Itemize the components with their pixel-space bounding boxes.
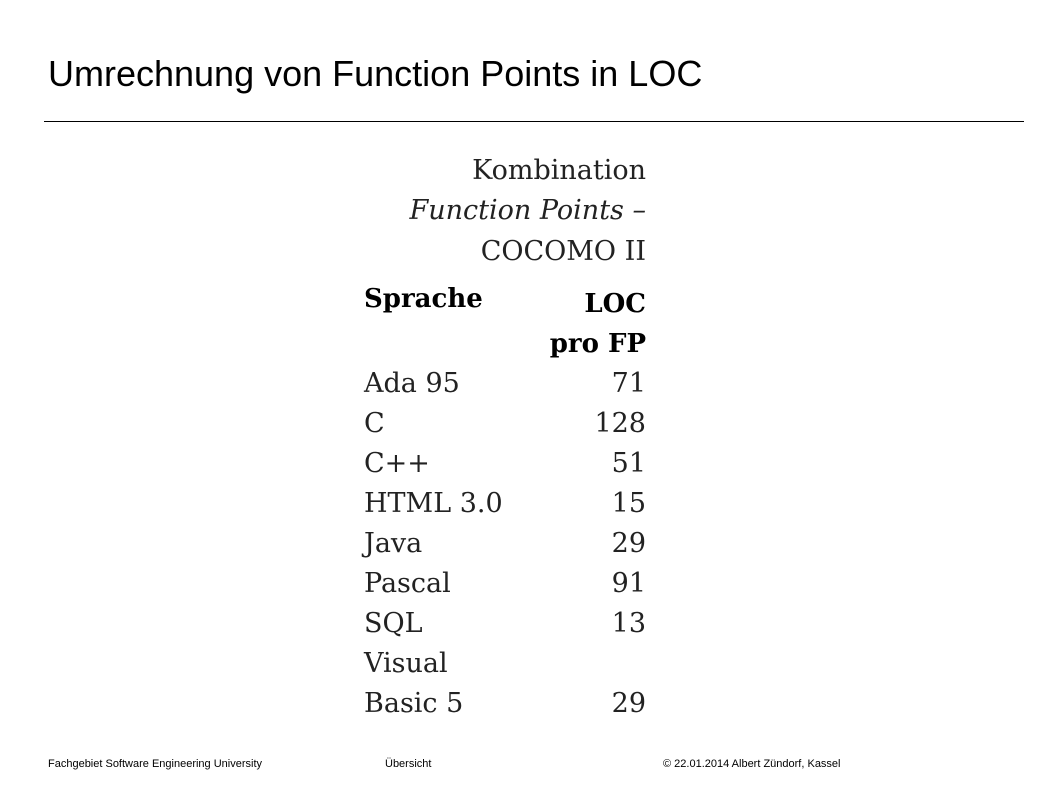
loc-value: 71 [611,368,646,399]
table-body [364,364,646,724]
table-row [364,484,646,524]
language-name: Java [364,528,423,559]
language-name: Basic 5 [364,688,464,719]
language-name: Visual [364,648,448,679]
loc-value: 13 [611,608,646,639]
column-header-language: Sprache [364,284,483,314]
table-row [364,524,646,564]
table-row [364,684,646,724]
header-language [364,284,483,324]
title-divider [44,121,1024,122]
loc-value: 91 [611,568,646,599]
language-name: C [364,408,385,439]
language-name: Ada 95 [364,368,460,399]
language-name: HTML 3.0 [364,488,503,519]
table-row [364,364,646,404]
table-row [364,644,646,684]
table-row [364,444,646,484]
column-header-loc-line-1: LOC [584,289,646,319]
header-loc [550,284,646,364]
figure-heading-line-1: Kombination [472,155,646,186]
footer-department: Fachgebiet Software Engineering University [48,758,263,770]
loc-value: 29 [611,528,646,559]
loc-value: 51 [611,448,646,479]
table-row [364,564,646,604]
table-row [364,604,646,644]
slide-title: Umrechnung von Function Points in LOC [48,53,703,94]
table-row [364,404,646,444]
column-header-loc-line-2: pro FP [549,329,646,359]
loc-per-fp-table [364,284,646,724]
language-name: Pascal [364,568,451,599]
language-name: SQL [364,608,423,639]
footer-section: Übersicht [385,758,432,770]
figure-heading-line-3: COCOMO II [480,236,646,267]
loc-value: 128 [594,408,646,439]
table-header [364,284,646,364]
loc-value: 15 [611,488,646,519]
footer-copyright: © 22.01.2014 Albert Zündorf, Kassel [663,758,841,770]
loc-value: 29 [611,688,646,719]
language-name: C++ [364,448,430,479]
figure-heading-line-2: Function Points – [409,195,646,226]
